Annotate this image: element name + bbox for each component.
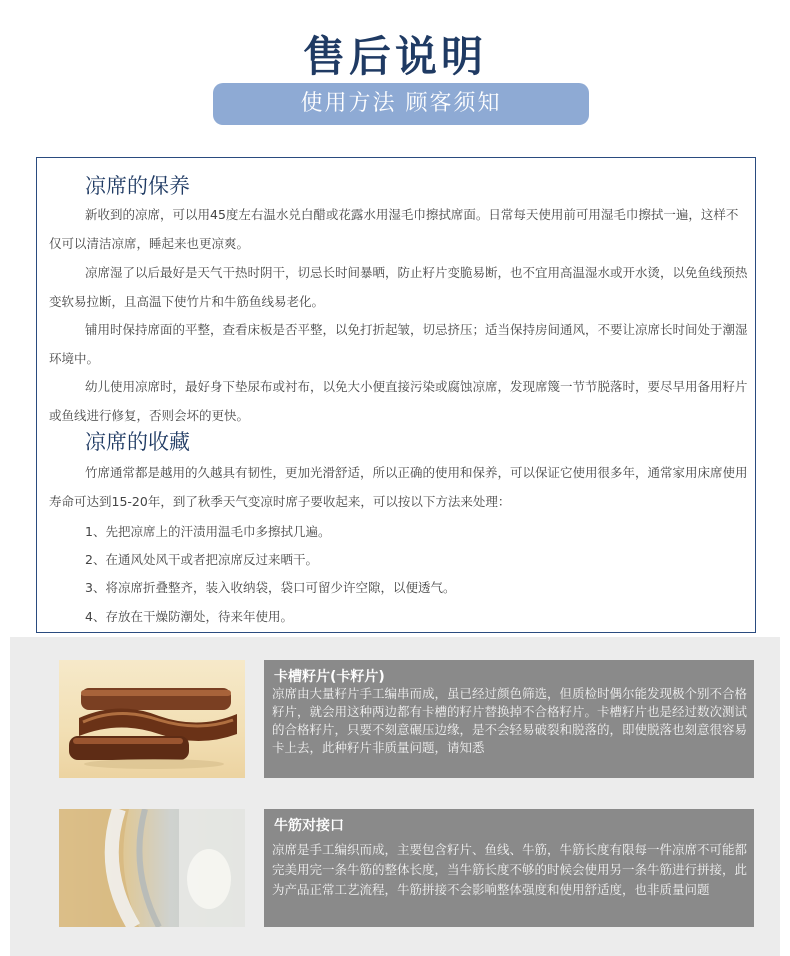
storage-step-4: 4、存放在干燥防潮处，待来年使用。: [85, 609, 293, 624]
instructions-box: [36, 157, 756, 633]
care-heading: 凉席的保养: [85, 174, 190, 198]
tendon-joint-title: 牛筋对接口: [274, 818, 344, 834]
subtitle-banner: 使用方法 顾客须知: [213, 83, 589, 125]
slotted-slat-photo: [59, 660, 245, 778]
slotted-slat-panel: [264, 660, 754, 778]
care-paragraph-2-text: 凉席湿了以后最好是天气干热时阴干，切忌长时间暴晒，防止籽片变脆易断，也不宜用高温湿水或开水烫，以免鱼线预热变软易拉断，且高温下使竹片和牛筋鱼线易老化。: [49, 265, 748, 309]
storage-intro-text: 竹席通常都是越用的久越具有韧性，更加光滑舒适，所以正确的使用和保养，可以保证它使用很多年，通常家用床席使用寿命可达到15-20年，到了秋季天气变凉时席子要收起来，可以按以下方法来处理：: [49, 465, 748, 509]
storage-heading: 凉席的收藏: [85, 430, 190, 454]
care-paragraph-4-text: 幼儿使用凉席时，最好身下垫尿布或衬布，以免大小便直接污染或腐蚀凉席，发现席篾一节节脱落时，要尽早用备用籽片或鱼线进行修复，否则会坏的更快。: [49, 379, 748, 423]
storage-intro: [49, 458, 749, 516]
tendon-joint-panel: [264, 809, 754, 927]
care-paragraph-1: [49, 200, 749, 258]
care-paragraph-3-text: 铺用时保持席面的平整，查看床板是否平整，以免打折起皱，切忌挤压；适当保持房间通风，不要让凉席长时间处于潮湿环境中。: [49, 322, 748, 366]
storage-step-1: 1、先把凉席上的汗渍用温毛巾多擦拭几遍。: [85, 524, 331, 539]
care-paragraph-1-text: 新收到的凉席，可以用45度左右温水兑白醋或花露水用湿毛巾擦拭席面。日常每天使用前可用湿毛巾擦拭一遍，这样不仅可以清洁凉席，睡起来也更凉爽。: [49, 207, 739, 251]
care-paragraph-4: [49, 372, 749, 430]
storage-step-3: 3、将凉席折叠整齐，装入收纳袋，袋口可留少许空隙，以便透气。: [85, 580, 456, 595]
tendon-joint-text: 凉席是手工编织而成，主要包含籽片、鱼线、牛筋，牛筋长度有限每一件凉席不可能都完美用完一条牛筋的整体长度，当牛筋长度不够的时候会使用另一条牛筋进行拼接，此为产品正常工艺流程，牛筋拼接不会影响整体强度和使用舒适度，也非质量问题: [272, 842, 748, 897]
slotted-slat-text: 凉席由大量籽片手工编串而成，虽已经过颜色筛选，但质检时偶尔能发现极个别不合格籽片，就会用这种两边都有卡槽的籽片替换掉不合格籽片。卡槽籽片也是经过数次测试的合格籽片，只要不刻意碾压边缘，是不会轻易破裂和脱落的，即使脱落也刻意很容易卡上去，此种籽片非质量问题，请知悉: [272, 686, 748, 755]
page-title: 售后说明: [302, 32, 487, 81]
care-paragraph-2: [49, 258, 749, 316]
care-paragraph-3: [49, 315, 749, 373]
slotted-slat-image: [59, 660, 245, 778]
slotted-slat-title: 卡槽籽片(卡籽片): [274, 669, 385, 685]
storage-step-2: 2、在通风处风干或者把凉席反过来晒干。: [85, 552, 318, 567]
tendon-joint-image: [59, 809, 245, 927]
tendon-joint-photo: [59, 809, 245, 927]
